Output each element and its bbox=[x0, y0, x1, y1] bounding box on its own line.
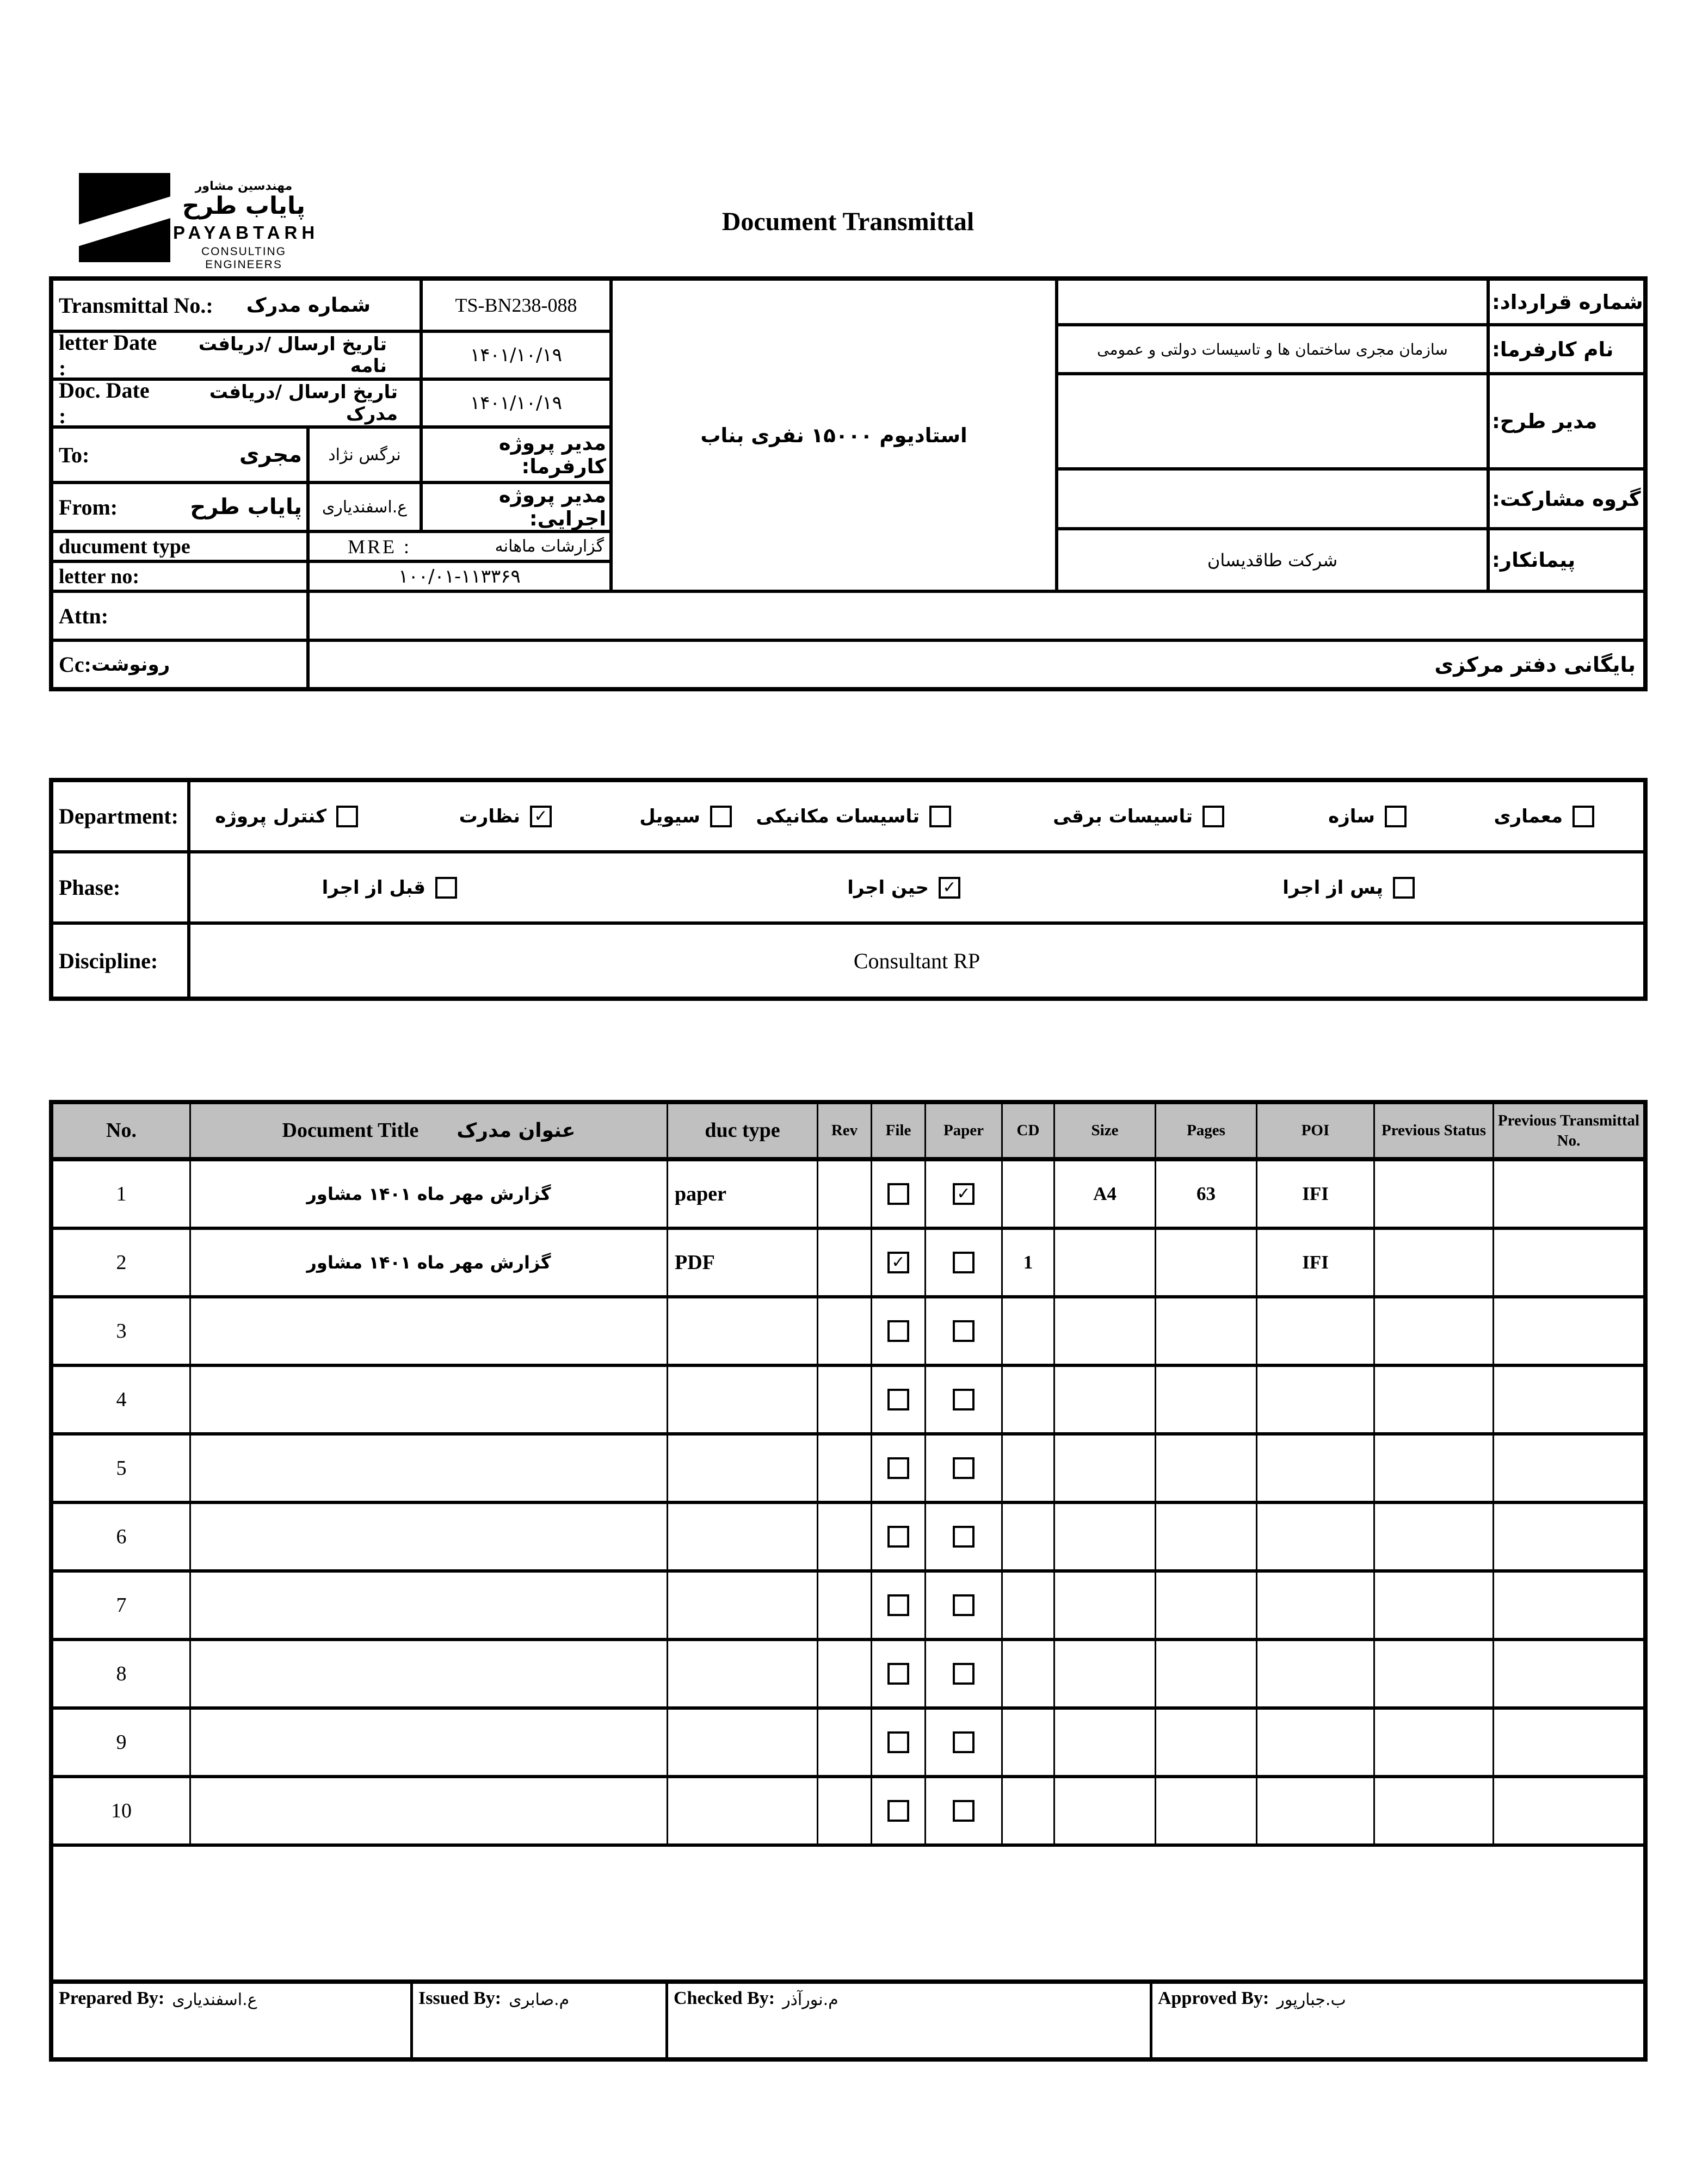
cell-pages-row9 bbox=[1156, 1710, 1257, 1775]
cell-poi-row2: IFI bbox=[1257, 1230, 1375, 1295]
from-value: پایاب طرح bbox=[190, 494, 302, 519]
to-cell bbox=[53, 429, 310, 484]
doc-date-label-fa: تاریخ ارسال /دریافت مدرک bbox=[209, 381, 398, 425]
cell-title-row3 bbox=[191, 1298, 668, 1364]
contract-no-label-cell bbox=[1490, 281, 1643, 326]
cell-rev-row9 bbox=[818, 1710, 872, 1775]
department-option-label-supervision: نظارت bbox=[459, 805, 520, 827]
paper-checkbox-row1[interactable]: ✓ bbox=[953, 1183, 975, 1205]
file-checkbox-row10 bbox=[872, 1778, 926, 1843]
department-checkbox-supervision[interactable]: ✓ bbox=[530, 806, 552, 827]
department-option-label-electrical: تاسیسات برقی bbox=[1053, 805, 1193, 827]
cell-cd-row4 bbox=[1003, 1367, 1055, 1432]
cell-prev-transmittal-row7 bbox=[1494, 1573, 1643, 1638]
file-checkbox-row10[interactable] bbox=[887, 1800, 909, 1822]
cell-cd-row10 bbox=[1003, 1778, 1055, 1843]
col-header-prev-status: Previous Status bbox=[1375, 1104, 1494, 1157]
issued-by-name: م.صابری bbox=[509, 1990, 570, 2009]
document-row-7 bbox=[53, 1573, 1643, 1641]
brand-subtitle: CONSULTING ENGINEERS bbox=[201, 245, 287, 271]
col-header-paper: Paper bbox=[926, 1104, 1003, 1157]
project-name-cell bbox=[613, 281, 1058, 593]
cell-size-row9 bbox=[1055, 1710, 1156, 1775]
cell-prev-status-row4 bbox=[1375, 1367, 1494, 1432]
cell-no-row3: 3 bbox=[53, 1298, 191, 1364]
client-label: نام کارفرما: bbox=[1492, 337, 1614, 361]
cell-pages-row5 bbox=[1156, 1436, 1257, 1501]
paper-checkbox-row10 bbox=[926, 1778, 1003, 1843]
cell-prev-transmittal-row1 bbox=[1494, 1161, 1643, 1227]
from-label: From: bbox=[59, 494, 118, 519]
prepared-by-name: ع.اسفندیاری bbox=[172, 1990, 257, 2009]
department-option-label-architecture: معماری bbox=[1494, 805, 1563, 827]
department-checkbox-electrical[interactable] bbox=[1202, 806, 1224, 827]
brand-en: PAYABTARH bbox=[173, 222, 319, 243]
approved-by-name: ب.جبارپور bbox=[1276, 1990, 1346, 2009]
cell-prev-transmittal-row8 bbox=[1494, 1641, 1643, 1706]
cell-duc-type-row2: PDF bbox=[668, 1230, 818, 1295]
transmittal-no-label-cell bbox=[53, 281, 423, 333]
from-cell bbox=[53, 484, 310, 533]
cell-size-row8 bbox=[1055, 1641, 1156, 1706]
letter-date-label-en: letter Date : bbox=[59, 333, 157, 380]
cell-prev-status-row6 bbox=[1375, 1504, 1494, 1569]
attn-label: Attn: bbox=[59, 603, 109, 628]
paper-checkbox-row3 bbox=[926, 1298, 1003, 1364]
design-manager-label: مدیر طرح: bbox=[1492, 410, 1598, 433]
cell-pages-row4 bbox=[1156, 1367, 1257, 1432]
document-row-9 bbox=[53, 1710, 1643, 1778]
design-manager-label-cell bbox=[1490, 375, 1643, 471]
paper-checkbox-row2[interactable] bbox=[953, 1252, 975, 1273]
cc-label-cell bbox=[53, 642, 310, 687]
cell-title-row1: گزارش مهر ماه ۱۴۰۱ مشاور bbox=[191, 1161, 668, 1227]
cell-duc-type-row10 bbox=[668, 1778, 818, 1843]
department-option-supervision bbox=[459, 782, 552, 850]
department-option-mechanical bbox=[756, 782, 951, 850]
cell-rev-row4 bbox=[818, 1367, 872, 1432]
phase-option-label-pre-execution: قبل از اجرا bbox=[322, 876, 425, 899]
document-row-5 bbox=[53, 1436, 1643, 1504]
paper-checkbox-row8 bbox=[926, 1641, 1003, 1706]
cell-pages-row3 bbox=[1156, 1298, 1257, 1364]
col-header-poi: POI bbox=[1257, 1104, 1375, 1157]
cell-prev-status-row10 bbox=[1375, 1778, 1494, 1843]
contractor-label-cell bbox=[1490, 530, 1643, 593]
cell-duc-type-row5 bbox=[668, 1436, 818, 1501]
cell-prev-status-row8 bbox=[1375, 1641, 1494, 1706]
prepared-by-label: Prepared By: bbox=[59, 1988, 165, 2008]
from-pm-label-cell bbox=[423, 484, 613, 533]
file-checkbox-row6 bbox=[872, 1504, 926, 1569]
cell-title-row2: گزارش مهر ماه ۱۴۰۱ مشاور bbox=[191, 1230, 668, 1295]
design-manager-value-cell bbox=[1058, 375, 1490, 471]
prepared-by-cell bbox=[53, 1984, 413, 2057]
cell-no-row5: 5 bbox=[53, 1436, 191, 1501]
cell-duc-type-row4 bbox=[668, 1367, 818, 1432]
cell-duc-type-row8 bbox=[668, 1641, 818, 1706]
letter-no-label: letter no: bbox=[59, 565, 140, 588]
department-option-electrical bbox=[1053, 782, 1224, 850]
cell-poi-row1: IFI bbox=[1257, 1161, 1375, 1227]
cell-rev-row8 bbox=[818, 1641, 872, 1706]
cc-label-fa: رونوشت bbox=[91, 653, 170, 676]
cell-prev-transmittal-row6 bbox=[1494, 1504, 1643, 1569]
col-header-no: No. bbox=[53, 1104, 191, 1157]
paper-checkbox-row7[interactable] bbox=[953, 1594, 975, 1616]
cell-title-row5 bbox=[191, 1436, 668, 1501]
paper-checkbox-row1 bbox=[926, 1161, 1003, 1227]
transmittal-no-value bbox=[423, 281, 613, 333]
contract-no-label: شماره قرارداد: bbox=[1492, 290, 1643, 314]
cell-rev-row3 bbox=[818, 1298, 872, 1364]
paper-checkbox-row6 bbox=[926, 1504, 1003, 1569]
col-header-size: Size bbox=[1055, 1104, 1156, 1157]
paper-checkbox-row7 bbox=[926, 1573, 1003, 1638]
cell-rev-row5 bbox=[818, 1436, 872, 1501]
paper-checkbox-row9 bbox=[926, 1710, 1003, 1775]
cell-cd-row3 bbox=[1003, 1298, 1055, 1364]
cell-no-row2: 2 bbox=[53, 1230, 191, 1295]
cell-prev-status-row9 bbox=[1375, 1710, 1494, 1775]
department-option-project-control bbox=[215, 782, 358, 850]
transmittal-no-label-fa: شماره مدرک bbox=[246, 294, 371, 317]
checked-by-label: Checked By: bbox=[674, 1988, 775, 2008]
cell-cd-row6 bbox=[1003, 1504, 1055, 1569]
file-checkbox-row1 bbox=[872, 1161, 926, 1227]
client-value-cell bbox=[1058, 326, 1490, 375]
paper-checkbox-row2 bbox=[926, 1230, 1003, 1295]
col-header-cd: CD bbox=[1003, 1104, 1055, 1157]
to-pm-name: نرگس نژاد bbox=[328, 445, 401, 465]
cell-cd-row1 bbox=[1003, 1161, 1055, 1227]
cell-size-row6 bbox=[1055, 1504, 1156, 1569]
cell-size-row3 bbox=[1055, 1298, 1156, 1364]
transmittal-no-text: TS-BN238-088 bbox=[455, 294, 577, 316]
phase-option-post-execution bbox=[1282, 853, 1415, 921]
phase-checkbox-during-execution[interactable]: ✓ bbox=[939, 877, 960, 899]
phase-checkbox-pre-execution[interactable] bbox=[435, 877, 457, 899]
col-header-title-fa: عنوان مدرک bbox=[457, 1119, 576, 1142]
cell-rev-row10 bbox=[818, 1778, 872, 1843]
discipline-value: Consultant RP bbox=[853, 948, 980, 973]
cell-duc-type-row6 bbox=[668, 1504, 818, 1569]
cell-pages-row7 bbox=[1156, 1573, 1257, 1638]
letter-date-text: ۱۴۰۱/۱۰/۱۹ bbox=[470, 344, 562, 366]
cell-pages-row10 bbox=[1156, 1778, 1257, 1843]
paper-checkbox-row5[interactable] bbox=[953, 1457, 975, 1479]
col-header-title-en: Document Title bbox=[282, 1118, 419, 1142]
phase-label: Phase: bbox=[59, 875, 121, 900]
document-row-6 bbox=[53, 1504, 1643, 1573]
cell-poi-row8 bbox=[1257, 1641, 1375, 1706]
cell-prev-transmittal-row2 bbox=[1494, 1230, 1643, 1295]
to-value: مجری bbox=[239, 442, 302, 467]
file-checkbox-row1[interactable] bbox=[887, 1183, 909, 1205]
department-option-label-mechanical: تاسیسات مکانیکی bbox=[756, 805, 920, 827]
col-header-prev-transmittal: Previous Transmittal No. bbox=[1497, 1112, 1640, 1149]
cell-prev-transmittal-row9 bbox=[1494, 1710, 1643, 1775]
cell-prev-transmittal-row5 bbox=[1494, 1436, 1643, 1501]
cell-prev-transmittal-row10 bbox=[1494, 1778, 1643, 1843]
file-checkbox-row9 bbox=[872, 1710, 926, 1775]
cell-cd-row9 bbox=[1003, 1710, 1055, 1775]
doc-date-label-en: Doc. Date : bbox=[59, 381, 150, 428]
discipline-label-cell bbox=[53, 925, 190, 997]
cell-title-row7 bbox=[191, 1573, 668, 1638]
partnership-label-cell bbox=[1490, 471, 1643, 530]
cell-no-row8: 8 bbox=[53, 1641, 191, 1706]
col-header-duc-type: duc type bbox=[668, 1104, 818, 1157]
document-row-10 bbox=[53, 1778, 1643, 1847]
file-checkbox-row9[interactable] bbox=[887, 1731, 909, 1753]
file-checkbox-row8 bbox=[872, 1641, 926, 1706]
document-table-header bbox=[53, 1104, 1643, 1161]
issued-by-cell bbox=[413, 1984, 668, 2057]
cell-pages-row6 bbox=[1156, 1504, 1257, 1569]
department-checkbox-structure[interactable] bbox=[1385, 806, 1407, 827]
document-row-1 bbox=[53, 1161, 1643, 1230]
department-option-structure bbox=[1328, 782, 1407, 850]
cell-cd-row5 bbox=[1003, 1436, 1055, 1501]
file-checkbox-row7 bbox=[872, 1573, 926, 1638]
letter-no-value-cell bbox=[310, 563, 613, 593]
doc-type-label-cell bbox=[53, 533, 310, 563]
discipline-value-cell bbox=[190, 925, 1643, 997]
contractor-value: شرکت طاقدیسان bbox=[1207, 549, 1338, 571]
letter-date-value bbox=[423, 333, 613, 381]
paper-checkbox-row10[interactable] bbox=[953, 1800, 975, 1822]
contractor-label: پیمانکار: bbox=[1492, 548, 1576, 572]
cell-poi-row7 bbox=[1257, 1573, 1375, 1638]
cell-title-row10 bbox=[191, 1778, 668, 1843]
cell-duc-type-row9 bbox=[668, 1710, 818, 1775]
doc-type-code: MRE : bbox=[348, 535, 412, 558]
phase-option-label-post-execution: پس از اجرا bbox=[1282, 876, 1383, 899]
cell-no-row6: 6 bbox=[53, 1504, 191, 1569]
document-list-table bbox=[49, 1100, 1648, 2062]
file-checkbox-row2 bbox=[872, 1230, 926, 1295]
cell-title-row4 bbox=[191, 1367, 668, 1432]
paper-checkbox-row6[interactable] bbox=[953, 1526, 975, 1548]
cell-rev-row7 bbox=[818, 1573, 872, 1638]
department-option-label-structure: سازه bbox=[1328, 805, 1375, 827]
approved-by-label: Approved By: bbox=[1158, 1988, 1269, 2008]
file-checkbox-row6[interactable] bbox=[887, 1526, 909, 1548]
cell-poi-row4 bbox=[1257, 1367, 1375, 1432]
letter-no-value: ۱۰۰/۰۱-۱۱۳۳۶۹ bbox=[398, 565, 521, 587]
cell-rev-row1 bbox=[818, 1161, 872, 1227]
file-checkbox-row8[interactable] bbox=[887, 1663, 909, 1685]
transmittal-no-label-en: Transmittal No.: bbox=[59, 293, 213, 318]
paper-checkbox-row8[interactable] bbox=[953, 1663, 975, 1685]
remarks-empty-row bbox=[53, 1847, 1643, 1984]
file-checkbox-row5 bbox=[872, 1436, 926, 1501]
attn-value-cell bbox=[310, 593, 1643, 642]
department-checkbox-architecture[interactable] bbox=[1572, 806, 1594, 827]
from-pm-label: مدیر پروژه اجرایی: bbox=[498, 484, 606, 530]
doc-date-label-cell bbox=[53, 381, 423, 429]
cc-value: بایگانی دفتر مرکزی bbox=[1434, 652, 1636, 677]
cell-rev-row6 bbox=[818, 1504, 872, 1569]
col-header-pages: Pages bbox=[1156, 1104, 1257, 1157]
cell-size-row5 bbox=[1055, 1436, 1156, 1501]
cell-pages-row2 bbox=[1156, 1230, 1257, 1295]
from-pm-name: ع.اسفندیاری bbox=[322, 497, 408, 517]
issued-by-label: Issued By: bbox=[418, 1988, 502, 2008]
cell-size-row2 bbox=[1055, 1230, 1156, 1295]
cell-title-row9 bbox=[191, 1710, 668, 1775]
cell-duc-type-row3 bbox=[668, 1298, 818, 1364]
cell-poi-row6 bbox=[1257, 1504, 1375, 1569]
file-checkbox-row7[interactable] bbox=[887, 1594, 909, 1616]
department-checkbox-mechanical[interactable] bbox=[929, 806, 951, 827]
cell-prev-transmittal-row4 bbox=[1494, 1367, 1643, 1432]
cell-duc-type-row1: paper bbox=[668, 1161, 818, 1227]
phase-option-during-execution bbox=[847, 853, 960, 921]
from-pm-name-cell bbox=[310, 484, 423, 533]
file-checkbox-row4 bbox=[872, 1367, 926, 1432]
contractor-value-cell bbox=[1058, 530, 1490, 593]
department-option-label-civil: سیویل bbox=[639, 805, 700, 827]
to-pm-label: مدیر پروژه کارفرما: bbox=[498, 431, 606, 478]
phase-options-row bbox=[190, 853, 1643, 925]
file-checkbox-row3[interactable] bbox=[887, 1320, 909, 1342]
file-checkbox-row3 bbox=[872, 1298, 926, 1364]
document-row-4 bbox=[53, 1367, 1643, 1436]
brand-fa-small: مهندسین مشاور bbox=[195, 180, 293, 193]
col-header-rev: Rev bbox=[818, 1104, 872, 1157]
paper-checkbox-row4[interactable] bbox=[953, 1389, 975, 1410]
department-option-civil bbox=[639, 782, 732, 850]
department-options-row bbox=[190, 782, 1643, 853]
checked-by-cell bbox=[668, 1984, 1152, 2057]
letter-date-label-cell bbox=[53, 333, 423, 381]
checked-by-name: م.نورآذر bbox=[782, 1990, 838, 2009]
cell-cd-row2: 1 bbox=[1003, 1230, 1055, 1295]
contract-no-value-cell bbox=[1058, 281, 1490, 326]
letter-date-label-fa: تاریخ ارسال /دریافت نامه bbox=[198, 333, 387, 377]
file-checkbox-row2[interactable]: ✓ bbox=[887, 1252, 909, 1273]
to-pm-name-cell bbox=[310, 429, 423, 484]
cc-value-cell bbox=[310, 642, 1643, 687]
department-table bbox=[49, 778, 1648, 1001]
cc-label-en: Cc: bbox=[59, 652, 91, 677]
file-checkbox-row4[interactable] bbox=[887, 1389, 909, 1410]
paper-checkbox-row3[interactable] bbox=[953, 1320, 975, 1342]
doc-date-value bbox=[423, 381, 613, 429]
cell-rev-row2 bbox=[818, 1230, 872, 1295]
paper-checkbox-row9[interactable] bbox=[953, 1731, 975, 1753]
cell-prev-status-row5 bbox=[1375, 1436, 1494, 1501]
cell-size-row1: A4 bbox=[1055, 1161, 1156, 1227]
department-option-architecture bbox=[1494, 782, 1594, 850]
cell-poi-row9 bbox=[1257, 1710, 1375, 1775]
cell-pages-row8 bbox=[1156, 1641, 1257, 1706]
cell-prev-status-row1 bbox=[1375, 1161, 1494, 1227]
department-label: Department: bbox=[59, 804, 178, 828]
client-value: سازمان مجری ساختمان ها و تاسیسات دولتی و عمومی bbox=[1097, 340, 1448, 358]
phase-option-pre-execution bbox=[322, 853, 457, 921]
department-checkbox-project-control[interactable] bbox=[336, 806, 358, 827]
cell-no-row7: 7 bbox=[53, 1573, 191, 1638]
cell-poi-row10 bbox=[1257, 1778, 1375, 1843]
cell-prev-status-row3 bbox=[1375, 1298, 1494, 1364]
cell-duc-type-row7 bbox=[668, 1573, 818, 1638]
cell-size-row7 bbox=[1055, 1573, 1156, 1638]
page-title: Document Transmittal bbox=[721, 207, 975, 236]
paper-checkbox-row4 bbox=[926, 1367, 1003, 1432]
doc-type-label: ducument type bbox=[59, 535, 190, 558]
doc-type-value-fa: گزارشات ماهانه bbox=[495, 537, 604, 556]
partnership-value-cell bbox=[1058, 471, 1490, 530]
attn-label-cell bbox=[53, 593, 310, 642]
cell-poi-row3 bbox=[1257, 1298, 1375, 1364]
header-table bbox=[49, 276, 1648, 691]
cell-prev-status-row2 bbox=[1375, 1230, 1494, 1295]
doc-type-value-cell bbox=[310, 533, 613, 563]
cell-no-row4: 4 bbox=[53, 1367, 191, 1432]
to-label: To: bbox=[59, 442, 90, 467]
file-checkbox-row5[interactable] bbox=[887, 1457, 909, 1479]
phase-option-label-during-execution: حین اجرا bbox=[847, 876, 929, 899]
cell-title-row6 bbox=[191, 1504, 668, 1569]
department-label-cell bbox=[53, 782, 190, 853]
signature-row bbox=[53, 1984, 1643, 2057]
col-header-title bbox=[191, 1104, 668, 1157]
document-row-8 bbox=[53, 1641, 1643, 1710]
brand-fa: پایاب طرح bbox=[182, 192, 306, 220]
col-header-file: File bbox=[872, 1104, 926, 1157]
cell-prev-transmittal-row3 bbox=[1494, 1298, 1643, 1364]
cell-no-row10: 10 bbox=[53, 1778, 191, 1843]
cell-poi-row5 bbox=[1257, 1436, 1375, 1501]
client-label-cell bbox=[1490, 326, 1643, 375]
to-pm-label-cell bbox=[423, 429, 613, 484]
phase-label-cell bbox=[53, 853, 190, 925]
department-checkbox-civil[interactable] bbox=[710, 806, 732, 827]
cell-no-row1: 1 bbox=[53, 1161, 191, 1227]
partnership-label: گروه مشارکت: bbox=[1492, 487, 1641, 511]
letter-no-label-cell bbox=[53, 563, 310, 593]
cell-pages-row1: 63 bbox=[1156, 1161, 1257, 1227]
project-name: استادیوم ۱۵۰۰۰ نفری بناب bbox=[700, 423, 967, 447]
doc-date-text: ۱۴۰۱/۱۰/۱۹ bbox=[470, 392, 562, 414]
cell-no-row9: 9 bbox=[53, 1710, 191, 1775]
cell-size-row4 bbox=[1055, 1367, 1156, 1432]
discipline-label: Discipline: bbox=[59, 948, 158, 973]
cell-size-row10 bbox=[1055, 1778, 1156, 1843]
cell-cd-row8 bbox=[1003, 1641, 1055, 1706]
approved-by-cell bbox=[1152, 1984, 1643, 2057]
document-row-3 bbox=[53, 1298, 1643, 1367]
cell-title-row8 bbox=[191, 1641, 668, 1706]
cell-prev-status-row7 bbox=[1375, 1573, 1494, 1638]
department-option-label-project-control: کنترل پروژه bbox=[215, 805, 326, 827]
phase-checkbox-post-execution[interactable] bbox=[1393, 877, 1415, 899]
document-row-2 bbox=[53, 1230, 1643, 1298]
cell-cd-row7 bbox=[1003, 1573, 1055, 1638]
paper-checkbox-row5 bbox=[926, 1436, 1003, 1501]
